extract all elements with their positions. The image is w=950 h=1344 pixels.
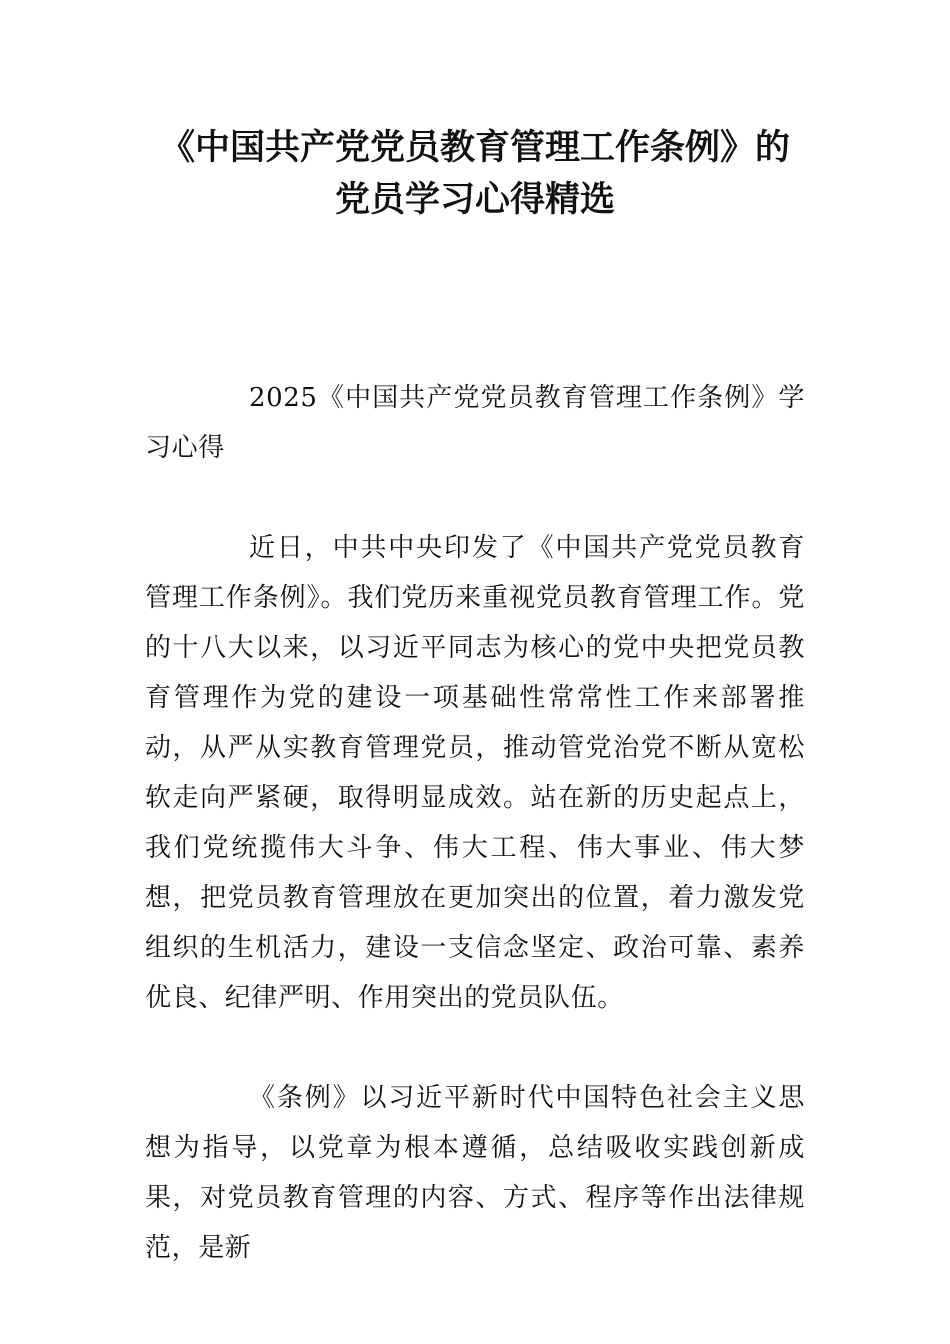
body-paragraph-1: 近日，中共中央印发了《中国共产党党员教育管理工作条例》。我们党历来重视党员教育管理工作。党的十八大以来，以习近平同志为核心的党中央把党员教育管理作为党的建设一项基础性常常性工作来部署推动，从严从实教育管理党员，推动管党治党不断从宽松软走向严紧硬，取得明显成效。站在新的历史起点上，我们党统揽伟大斗争、伟大工程、伟大事业、伟大梦想，把党员教育管理放在更加突出的位置，着力激发党组织的生机活力，建设一支信念坚定、政治可靠、素养优良、纪律严明、作用突出的党员队伍。	[145, 533, 805, 1013]
document-title-line-1: 《中国共产党党员教育管理工作条例》的	[159, 128, 790, 168]
section-subheading: 2025《中国共产党党员教育管理工作条例》学习心得	[145, 383, 805, 463]
body-paragraph-2: 《条例》以习近平新时代中国特色社会主义思想为指导，以党章为根本遵循，总结吸收实践创新成果，对党员教育管理的内容、方式、程序等作出法律规范，是新	[145, 1083, 805, 1263]
document-title-line-2: 党员学习心得精选	[334, 180, 615, 220]
